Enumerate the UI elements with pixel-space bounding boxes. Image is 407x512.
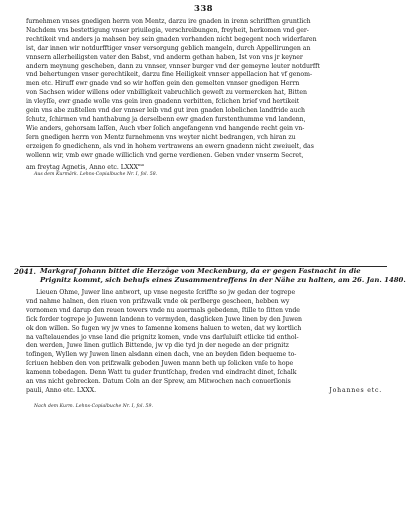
text-line: an vns nicht gebrecken. Datum Coln an der Sprew, am Mitwochen nach conuerſionis: [26, 378, 291, 386]
text-line: Nachdem vns bestettigung vnser priuilegia, verschreibungen, freyheit, herkomen vnd ger-: [26, 26, 309, 34]
page-number: 338: [194, 4, 213, 14]
text-line: ſcriuen hebben den von prifzwalk geboden Juwen mann beth up ſolicken vnſe to hope: [26, 360, 294, 368]
text-line: Wie anders, gehorsam laſſen, Auch vber ſolich angefangenn vnd hangende recht gein vn-: [26, 124, 305, 132]
heading-line: Prignitz kommt, sich behufs eines Zusammentreffens in der Nähe zu halten, am 26. Jan. 1480.: [40, 276, 406, 285]
dating-line: [26, 161, 382, 173]
text-line: wollenn wir, vmb ewr gnade williclich vnd gerne verdienen. Geben vnder vnserm Secret,: [26, 151, 304, 159]
signature: Johannes etc.: [329, 386, 382, 394]
text-line: ist, dar innen wir notdurfftiger vnser versorgung geblich mangeln, durch Appellirungen an: [26, 44, 311, 52]
regest-heading: [40, 267, 406, 285]
source-note-1: Aus dem Kurmärk. Lehns-Copialbuche Nr. I, fol. 58.: [34, 172, 158, 177]
text-line: den werden, Juwe linen gutlich Bittende, jw vp die tyd jn der negede an der prignitz: [26, 342, 289, 350]
text-line: ſern gnedigen herrn von Mentz furnehmenn vns weyter nicht bedrangen, vch hiran zu: [26, 133, 296, 141]
document-number: 2041.: [14, 267, 36, 276]
text-line: furnehmen vnses gnedigen herrn von Mentz, darzu ire gnaden in irenn schrifften gruntlich: [26, 18, 311, 25]
letter-1-body: [26, 18, 382, 172]
text-line: rechtikeit vnd anders ja mahsen bey sein gnaden vorhanden nicht begegent noch widerfaren: [26, 35, 317, 43]
closing-line: [26, 387, 382, 396]
letter-2-body: [26, 289, 382, 396]
text-line: in vleyſſe, ewr gnade wolle vns gein iren gnadenn verbitten, fclichen brief vnd hertikeit: [26, 98, 300, 106]
text-line: erzeigen fo gnedichenn, als vnd in hohem vertrawens an ewern gnadenn nicht zweiuelt, das: [26, 142, 314, 150]
text-line: vornomen vnd darup den reuen towers vnde nu auermals gebedenn, ſtille to ſitten vnde: [26, 306, 300, 314]
text-line: kamenn tobedagen. Denn Watt tu guder fruntſchap, freden vnd eindracht dinet, ſchalk: [26, 369, 297, 377]
text-line: ſchutz, ſchirmen vnd hanthabung ja derselbenn ewr gnaden furstenthumme vnd landenn,: [26, 115, 306, 123]
text-line: vnd nahme halnen, den riuen von prifzwalk vnde ok perlberge gescheen, hebben wy: [26, 297, 290, 305]
text-line: ſick forder togrepe jo Juwenn landenn to vermyden, dasglicken Juwe linen by den Juwen: [26, 315, 302, 323]
dating-text: am freytag Agnetis, Anno etc. LXXX: [26, 163, 139, 171]
text-line: andern meynung gescheben, dann zu vnnser, vnnser burger vnd der gemeyne leuter notdurfft: [26, 62, 320, 70]
text-line: von Sachsen wider willens oder vnbilligkeit vabruchlich geweſt zu vermercken hat, Bitten: [26, 89, 307, 97]
heading-line: Markgraf Johann bittet die Herzöge von Meckenburg, da er gegen Fastnacht in die: [40, 267, 361, 275]
text-line: na vaſtelauendes jo vnse land die prignitz komen, vnde vns darſuluiſt etlicke tid enthol-: [26, 333, 299, 341]
text-line: Lieuen Ohme, Juwer line antwort, up vnse negeste ſcriffte so jw gedan der togrepe: [36, 289, 296, 296]
text-line: ok don willen. So fugen wy jw vnes to ſamenne komens haluen to weten, dat wy kortlich: [26, 324, 302, 332]
source-note-2: Nach dem Kurm. Lehns-Copialbuche Nr. I, fol. 59.: [34, 404, 154, 409]
year-superscript: mo: [138, 161, 145, 167]
text-line: men etc. Hiruff ewr gnade vnd so wir hoffen gein den gemelten vnnser gnedigen Herrn: [26, 80, 300, 88]
text-line: vnnsern allerheiligsten vater den Babst, vnd anderm gethan haben, Ist von vns jr keyner: [26, 53, 303, 61]
closing-text: pauli, Anno etc. LXXX.: [26, 386, 97, 394]
text-line: gein vns abe zußtellen vnd der vnnser leib vnd gut iren gnaden lobelichen landfride auch: [26, 107, 305, 115]
text-line: tofingen, Wyllen wy Juwen linen alsdann einen dach, vne an beyden ſiden bequeme to-: [26, 351, 297, 359]
text-line: vnd behertungen vnser gerechtikeit, darzu fine Heiligkeit vnnser appellacion hat vf genom-: [26, 71, 313, 79]
